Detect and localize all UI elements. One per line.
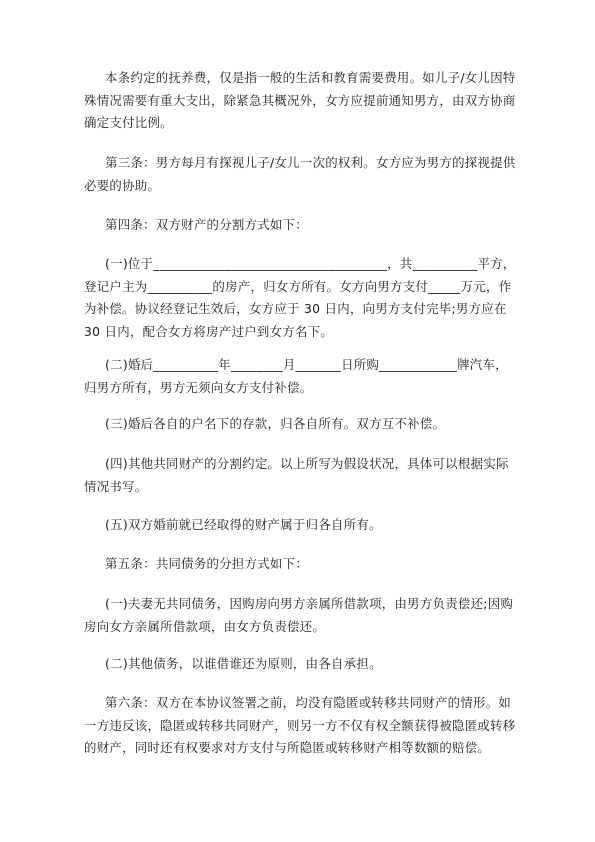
paragraph-article-4-item-5: (五)双方婚前就已经取得的财产属于归各自所有。: [105, 517, 382, 532]
paragraph-article-4-item-4: (四)其他共同财产的分割约定。以上所写为假设状况，具体可以根据实际情况书写。: [84, 456, 509, 494]
paragraph-article-4-item-3: (三)婚后各自的户名下的存款，归各自所有。双方互不补偿。: [105, 416, 446, 431]
paragraph-article-4-heading: 第四条：双方财产的分割方式如下：: [105, 217, 309, 232]
paragraph-article-4-item-1: (一)位于____________________________________，共__________平方，登记户主为__________的房产，归女方所有。女方向男方支付_____万元，作为补偿。协议经登记生效后，女方应于 30 日内，向男方支付完毕;男方应在 30 日内，配合女方将房产过户到女方名下。: [84, 256, 516, 339]
paragraph-article-5-heading: 第五条：共同债务的分担方式如下：: [105, 556, 309, 571]
paragraph-article-6: 第六条：双方在本协议签署之前，均没有隐匿或转移共同财产的情形。如一方违反该，隐匿或转移共同财产，则另一方不仅有权全额获得被隐匿或转移的财产，同时还有权要求对方支付与所隐匿或转移财产相等数额的赔偿。: [84, 695, 516, 755]
paragraph-article-3: 第三条：男方每月有探视儿子/女儿一次的权利。女方应为男方的探视提供必要的协助。: [84, 155, 516, 193]
paragraph-article-4-item-2: (二)婚后__________年________月_______日所购____________牌汽车，归男方所有，男方无须向女方支付补偿。: [84, 357, 508, 395]
paragraph-article-5-item-2: (二)其他债务，以谁借谁还为原则，由各自承担。: [105, 656, 382, 671]
paragraph-article-5-item-1: (一)夫妻无共同债务，因购房向男方亲属所借款项，由男方负责偿还;因购房向女方亲属所借款项，由女方负责偿还。: [84, 596, 514, 634]
paragraph-child-support-note: 本条约定的抚养费，仅是指一般的生活和教育需要费用。如儿子/女儿因特殊情况需要有重大支出，除紧急其概况外，女方应提前通知男方，由双方协商确定支付比例。: [84, 70, 516, 130]
